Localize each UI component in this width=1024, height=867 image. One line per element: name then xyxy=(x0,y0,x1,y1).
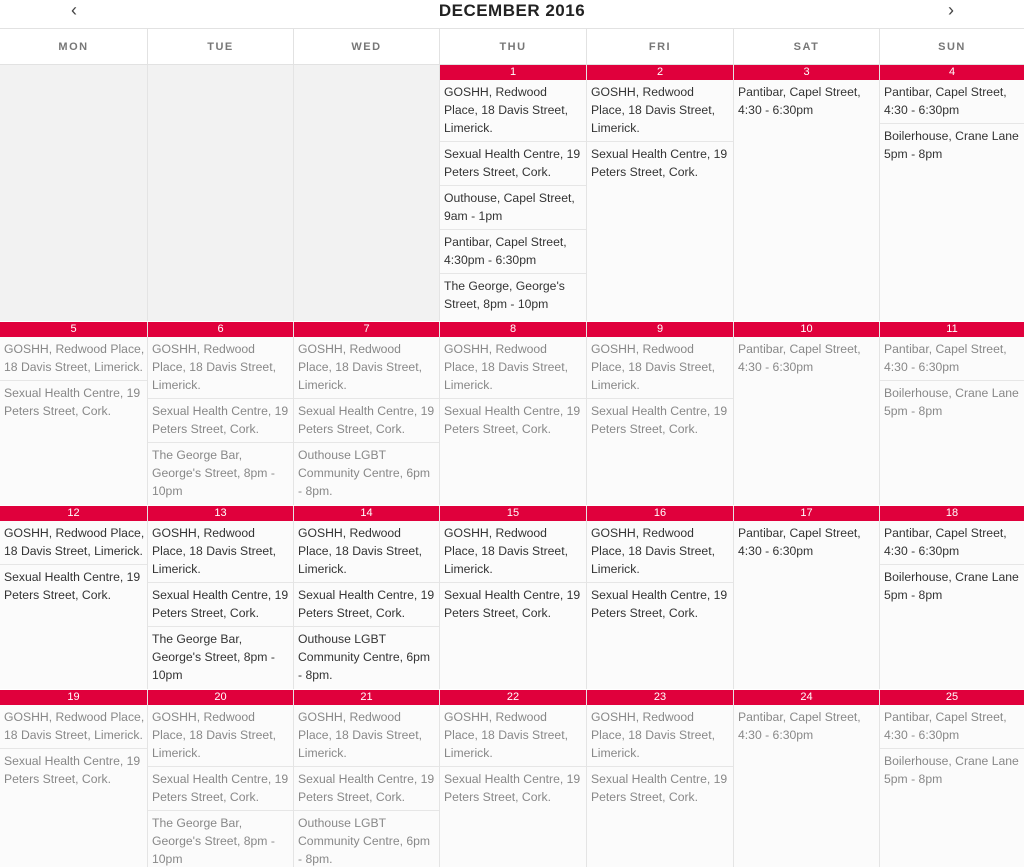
calendar-event[interactable]: Boilerhouse, Crane Lane 5pm - 8pm xyxy=(884,129,1019,161)
calendar-event[interactable]: Sexual Health Centre, 19 Peters Street, Cork. xyxy=(591,404,728,436)
day-cell xyxy=(586,322,733,505)
calendar-event[interactable]: Outhouse LGBT Community Centre, 6pm - 8pm. xyxy=(298,448,431,498)
day-number: 3 xyxy=(734,65,879,80)
calendar-event[interactable]: Pantibar, Capel Street, 4:30 - 6:30pm xyxy=(738,85,861,117)
calendar-event[interactable]: GOSHH, Redwood Place, 18 Davis Street, Limerick. xyxy=(294,337,439,399)
weekday-thu: THU xyxy=(439,29,586,65)
calendar-event[interactable]: Sexual Health Centre, 19 Peters Street, Cork. xyxy=(4,754,141,786)
next-month-button[interactable] xyxy=(939,0,963,24)
day-number: 25 xyxy=(880,690,1024,705)
calendar-event[interactable]: Sexual Health Centre, 19 Peters Street, Cork. xyxy=(294,399,439,443)
weekday-tue: TUE xyxy=(147,29,293,65)
day-number: 16 xyxy=(587,506,733,521)
day-number: 19 xyxy=(0,690,147,705)
calendar-header xyxy=(0,0,1024,28)
day-number: 7 xyxy=(294,322,439,337)
weekday-sat: SAT xyxy=(733,29,879,65)
calendar-event[interactable]: Pantibar, Capel Street, 4:30 - 6:30pm xyxy=(880,337,1024,381)
day-number: 12 xyxy=(0,506,147,521)
calendar-event[interactable]: Sexual Health Centre, 19 Peters Street, Cork. xyxy=(294,767,439,811)
weekday-header-row xyxy=(0,28,1024,65)
day-cell xyxy=(879,322,1024,505)
chevron-left-icon: ‹ xyxy=(71,0,77,20)
calendar-event[interactable]: Sexual Health Centre, 19 Peters Street, Cork. xyxy=(4,570,141,602)
day-number: 15 xyxy=(440,506,586,521)
day-cell xyxy=(586,65,733,321)
day-cell xyxy=(733,65,879,321)
calendar-event[interactable]: The George, George's Street, 8pm - 10pm xyxy=(444,279,565,311)
day-cell xyxy=(439,506,586,689)
calendar-event[interactable]: GOSHH, Redwood Place, 18 Davis Street, Limerick. xyxy=(148,521,293,583)
week-row xyxy=(0,65,1024,321)
day-cell xyxy=(147,690,293,867)
day-number: 5 xyxy=(0,322,147,337)
day-cell xyxy=(0,690,147,867)
day-cell xyxy=(733,322,879,505)
weekday-sun: SUN xyxy=(879,29,1024,65)
day-cell xyxy=(733,690,879,867)
day-number: 10 xyxy=(734,322,879,337)
calendar-event[interactable]: GOSHH, Redwood Place, 18 Davis Street, Limerick. xyxy=(440,80,586,142)
calendar-event[interactable]: Sexual Health Centre, 19 Peters Street, Cork. xyxy=(4,386,141,418)
empty-day-cell xyxy=(147,65,293,321)
calendar-event[interactable]: Outhouse LGBT Community Centre, 6pm - 8pm. xyxy=(298,632,431,682)
day-cell xyxy=(293,506,439,689)
calendar-event[interactable]: GOSHH, Redwood Place, 18 Davis Street, Limerick. xyxy=(0,521,147,565)
calendar-event[interactable]: GOSHH, Redwood Place, 18 Davis Street, Limerick. xyxy=(0,337,147,381)
day-number: 23 xyxy=(587,690,733,705)
calendar-event[interactable]: The George Bar, George's Street, 8pm - 10pm xyxy=(152,632,275,682)
day-cell xyxy=(439,690,586,867)
calendar-event[interactable]: Sexual Health Centre, 19 Peters Street, Cork. xyxy=(591,147,728,179)
calendar-event[interactable]: GOSHH, Redwood Place, 18 Davis Street, Limerick. xyxy=(294,521,439,583)
week-row xyxy=(0,506,1024,689)
calendar-event[interactable]: Sexual Health Centre, 19 Peters Street, Cork. xyxy=(148,583,293,627)
calendar-event[interactable]: Pantibar, Capel Street, 4:30 - 6:30pm xyxy=(738,342,861,374)
calendar-event[interactable]: GOSHH, Redwood Place, 18 Davis Street, Limerick. xyxy=(0,705,147,749)
calendar-event[interactable]: Sexual Health Centre, 19 Peters Street, Cork. xyxy=(444,772,581,804)
calendar-event[interactable]: GOSHH, Redwood Place, 18 Davis Street, Limerick. xyxy=(148,337,293,399)
calendar-event[interactable]: Sexual Health Centre, 19 Peters Street, Cork. xyxy=(444,588,581,620)
day-cell xyxy=(879,65,1024,321)
day-cell xyxy=(0,322,147,505)
day-number: 2 xyxy=(587,65,733,80)
day-number: 17 xyxy=(734,506,879,521)
day-cell xyxy=(147,506,293,689)
weekday-mon: MON xyxy=(58,41,89,53)
calendar-event[interactable]: Sexual Health Centre, 19 Peters Street, Cork. xyxy=(294,583,439,627)
calendar-event[interactable]: The George Bar, George's Street, 8pm - 10pm xyxy=(152,816,275,866)
calendar-event[interactable]: Sexual Health Centre, 19 Peters Street, Cork. xyxy=(591,772,728,804)
day-number: 14 xyxy=(294,506,439,521)
calendar-event[interactable]: Boilerhouse, Crane Lane 5pm - 8pm xyxy=(884,754,1019,786)
week-row xyxy=(0,690,1024,867)
empty-day-cell xyxy=(293,65,439,321)
day-number: 9 xyxy=(587,322,733,337)
weekday-fri: FRI xyxy=(586,29,733,65)
day-cell xyxy=(439,322,586,505)
day-number: 6 xyxy=(148,322,293,337)
day-number: 18 xyxy=(880,506,1024,521)
day-number: 11 xyxy=(880,322,1024,337)
day-number: 21 xyxy=(294,690,439,705)
empty-day-cell xyxy=(0,65,147,321)
calendar-event[interactable]: The George Bar, George's Street, 8pm - 10pm xyxy=(152,448,275,498)
calendar-event[interactable]: Outhouse LGBT Community Centre, 6pm - 8pm. xyxy=(298,816,431,866)
day-cell xyxy=(439,65,586,321)
day-number: 13 xyxy=(148,506,293,521)
calendar-event[interactable]: GOSHH, Redwood Place, 18 Davis Street, Limerick. xyxy=(294,705,439,767)
day-cell xyxy=(879,690,1024,867)
calendar-event[interactable]: Pantibar, Capel Street, 4:30 - 6:30pm xyxy=(738,526,861,558)
calendar-event[interactable]: Outhouse, Capel Street, 9am - 1pm xyxy=(440,186,586,230)
day-cell xyxy=(293,690,439,867)
day-cell xyxy=(293,322,439,505)
calendar-event[interactable]: GOSHH, Redwood Place, 18 Davis Street, Limerick. xyxy=(587,80,733,142)
day-number: 8 xyxy=(440,322,586,337)
calendar-event[interactable]: GOSHH, Redwood Place, 18 Davis Street, Limerick. xyxy=(440,705,586,767)
calendar-event[interactable]: Pantibar, Capel Street, 4:30 - 6:30pm xyxy=(880,705,1024,749)
calendar-event[interactable]: Sexual Health Centre, 19 Peters Street, Cork. xyxy=(440,142,586,186)
day-cell xyxy=(586,690,733,867)
calendar-event[interactable]: Boilerhouse, Crane Lane 5pm - 8pm xyxy=(884,386,1019,418)
calendar-event[interactable]: GOSHH, Redwood Place, 18 Davis Street, Limerick. xyxy=(148,705,293,767)
calendar-event[interactable]: GOSHH, Redwood Place, 18 Davis Street, Limerick. xyxy=(440,521,586,583)
calendar-event[interactable]: GOSHH, Redwood Place, 18 Davis Street, Limerick. xyxy=(587,521,733,583)
calendar-event[interactable]: GOSHH, Redwood Place, 18 Davis Street, Limerick. xyxy=(587,705,733,767)
calendar-event[interactable]: Boilerhouse, Crane Lane 5pm - 8pm xyxy=(884,570,1019,602)
month-title: DECEMBER 2016 xyxy=(438,1,586,20)
day-cell xyxy=(0,506,147,689)
day-number: 20 xyxy=(148,690,293,705)
weekday-wed: WED xyxy=(293,29,439,65)
day-number: 24 xyxy=(734,690,879,705)
calendar-event[interactable]: Pantibar, Capel Street, 4:30 - 6:30pm xyxy=(738,710,861,742)
calendar-event[interactable]: GOSHH, Redwood Place, 18 Davis Street, Limerick. xyxy=(587,337,733,399)
day-cell xyxy=(586,506,733,689)
day-number: 4 xyxy=(880,65,1024,80)
chevron-right-icon: › xyxy=(948,0,954,20)
calendar-event[interactable]: Sexual Health Centre, 19 Peters Street, Cork. xyxy=(148,767,293,811)
day-cell xyxy=(879,506,1024,689)
day-cell xyxy=(733,506,879,689)
calendar-event[interactable]: Sexual Health Centre, 19 Peters Street, Cork. xyxy=(444,404,581,436)
day-number: 22 xyxy=(440,690,586,705)
calendar-event[interactable]: Sexual Health Centre, 19 Peters Street, Cork. xyxy=(148,399,293,443)
calendar-event[interactable]: Sexual Health Centre, 19 Peters Street, Cork. xyxy=(591,588,728,620)
calendar-event[interactable]: Pantibar, Capel Street, 4:30pm - 6:30pm xyxy=(440,230,586,274)
week-row xyxy=(0,322,1024,505)
day-cell xyxy=(147,322,293,505)
calendar-event[interactable]: Pantibar, Capel Street, 4:30 - 6:30pm xyxy=(880,521,1024,565)
calendar-event[interactable]: Pantibar, Capel Street, 4:30 - 6:30pm xyxy=(880,80,1024,124)
calendar-event[interactable]: GOSHH, Redwood Place, 18 Davis Street, Limerick. xyxy=(440,337,586,399)
day-number: 1 xyxy=(440,65,586,80)
